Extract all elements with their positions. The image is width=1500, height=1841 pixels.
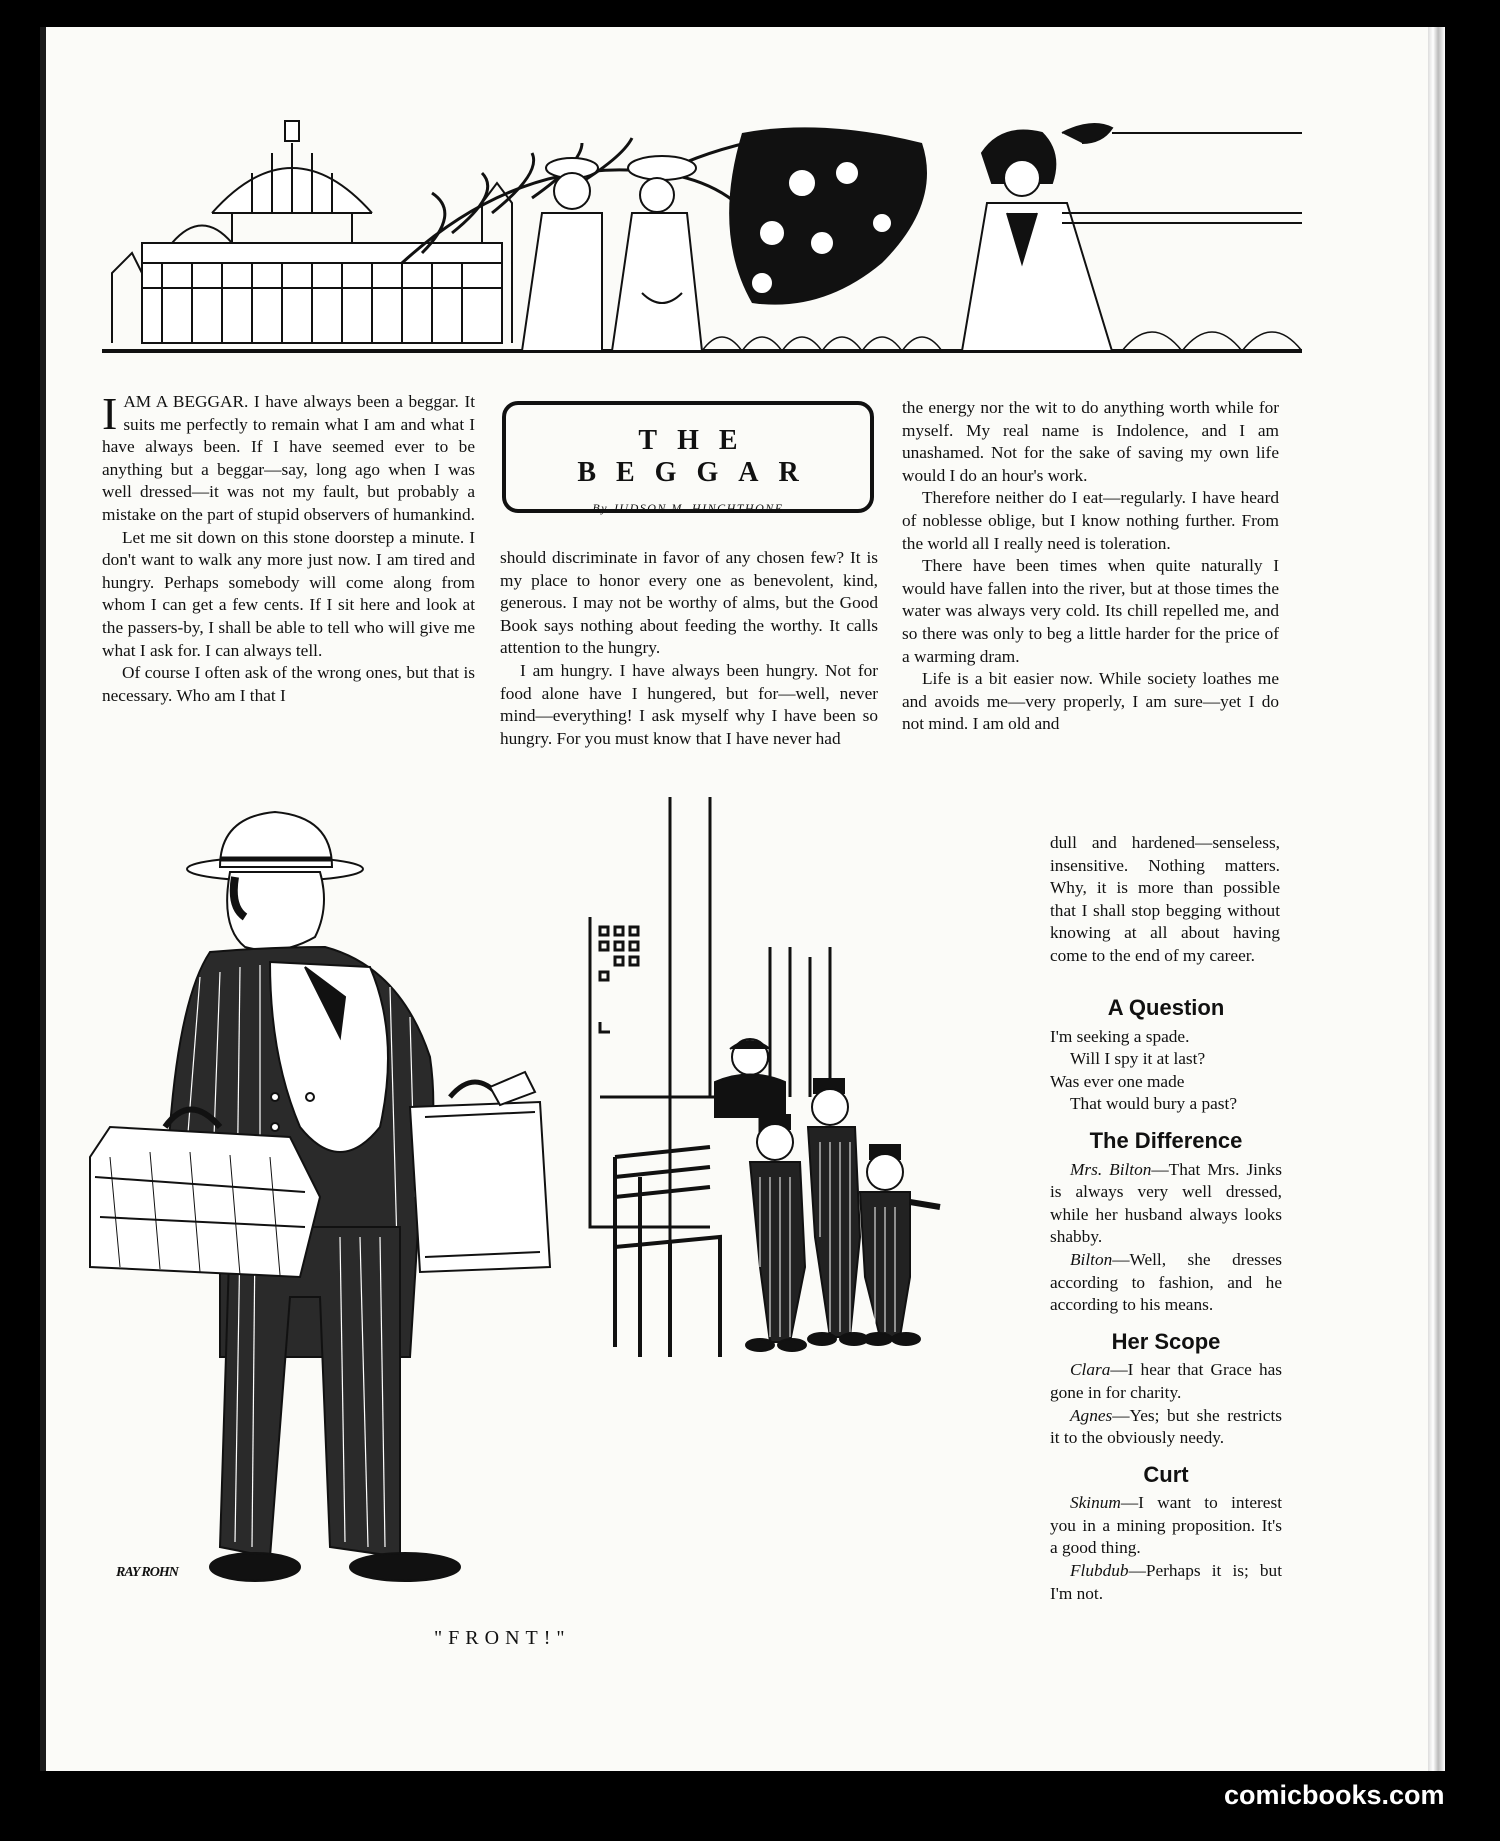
joke-heading-difference: The Difference (1089, 1127, 1243, 1153)
paragraph: Let me sit down on this stone doorstep a minute. I don't want to walk any more just now. I am tired and hungry. Perhaps somebody will come along from whom I can get a few cents. If I sit here and look at the passers-by, I shall be able to tell who will give me what I ask for. I can always tell. (102, 527, 475, 660)
article-column-3-continued (1050, 832, 1280, 968)
dialogue-line: Agnes—Yes; but she restricts it to the obviously needy. (1050, 1405, 1282, 1448)
dialogue-line: Clara—I hear that Grace has gone in for charity. (1050, 1360, 1282, 1402)
paragraph: Of course I often ask of the wrong ones, but that is necessary. Who am I that I (102, 663, 475, 705)
speaker-name: Flubdub (1070, 1561, 1129, 1581)
paragraph: Life is a bit easier now. While society loathes me and avoids me—very properly, I am sure—yet I do not mind. I am old and (902, 669, 1279, 734)
header-illustration (102, 113, 1302, 353)
joke-heading-question: A Question (1107, 995, 1225, 1020)
verse-line: That would bury a past? (1070, 1094, 1238, 1114)
paragraph: should discriminate in favor of any chosen few? It is my place to honor every one as benevolent, kind, generous. I may not be worthy of alms, but the Good Book says nothing about feeding the worthy. It calls attention to the hungry. (500, 548, 878, 658)
page-spine (40, 27, 46, 1771)
article-column-1 (102, 388, 475, 707)
article-title: THE BEGGAR (577, 425, 819, 488)
cartoon-illustration (70, 797, 1070, 1617)
illustration-caption: "FRONT!" (434, 1627, 571, 1649)
speaker-name: Clara (1070, 1360, 1111, 1380)
artist-signature: RAY ROHN (116, 1565, 178, 1580)
paragraph: IAM A BEGGAR. I have always been a beggar. It suits me perfectly to remain what I am and what I have always been. If I have seemed ever to be anything but a beggar—say, long ago when I was well dressed—it was not my fault, but probably a mistake on the part of stupid observers of humankind. (102, 388, 475, 524)
paragraph: the energy nor the wit to do anything worth while for myself. My real name is Indolence, and I am unashamed. Not for the sake of saving my own life would I do an hour's work. (902, 398, 1279, 485)
watermark: comicbooks.com (1224, 1780, 1445, 1810)
page-edge (1428, 27, 1445, 1771)
verse-line: Was ever one made (1050, 1071, 1185, 1091)
paragraph: dull and hardened—senseless, insensitive. Nothing matters. Why, it is more than possible that I shall stop begging without knowing at all about having come to the end of my career. (1050, 833, 1280, 965)
article-column-3 (902, 397, 1279, 736)
paragraph: Therefore neither do I eat—regularly. I have heard of noblesse oblige, but I know nothing further. From the world all I really need is toleration. (902, 488, 1279, 553)
article-column-2 (500, 547, 878, 750)
dialogue-line: Skinum—I want to interest you in a mining proposition. It's a good thing. (1050, 1493, 1282, 1558)
verse-line: Will I spy it at last? (1070, 1049, 1206, 1069)
paragraph: There have been times when quite naturally I would have fallen into the river, but at those times the water was always very cold. Its chill repelled me, and so there was only to beg a little harder for the price of a warming dram. (902, 556, 1279, 666)
dialogue-line: Flubdub—Perhaps it is; but I'm not. (1050, 1561, 1282, 1603)
speaker-name: Skinum (1070, 1493, 1121, 1513)
paragraph: I am hungry. I have always been hungry. Not for food alone have I hungered, but for—well, never mind—everything! I ask myself why I have been so hungry. For you must know that I have never had (500, 660, 878, 748)
jokes-column (1050, 997, 1282, 1605)
speaker-name: Bilton (1070, 1249, 1113, 1269)
dialogue-line: Bilton—Well, she dresses according to fashion, and he according to his means. (1050, 1249, 1282, 1315)
joke-heading-scope: Her Scope (1111, 1328, 1221, 1354)
verse-line: I'm seeking a spade. (1050, 1026, 1190, 1046)
drop-cap: I (102, 388, 118, 439)
article-byline: By JUDSON M. HINCHTHONE (592, 501, 784, 515)
speaker-name: Mrs. Bilton (1070, 1159, 1152, 1179)
speaker-name: Agnes (1070, 1405, 1113, 1425)
dialogue-line: Mrs. Bilton—That Mrs. Jinks is always very well dressed, while her husband always looks shabby. (1050, 1159, 1282, 1247)
magazine-page (40, 27, 1445, 1771)
poem-verse (1050, 1026, 1282, 1116)
title-box (502, 401, 874, 513)
joke-heading-curt: Curt (1143, 1461, 1189, 1487)
